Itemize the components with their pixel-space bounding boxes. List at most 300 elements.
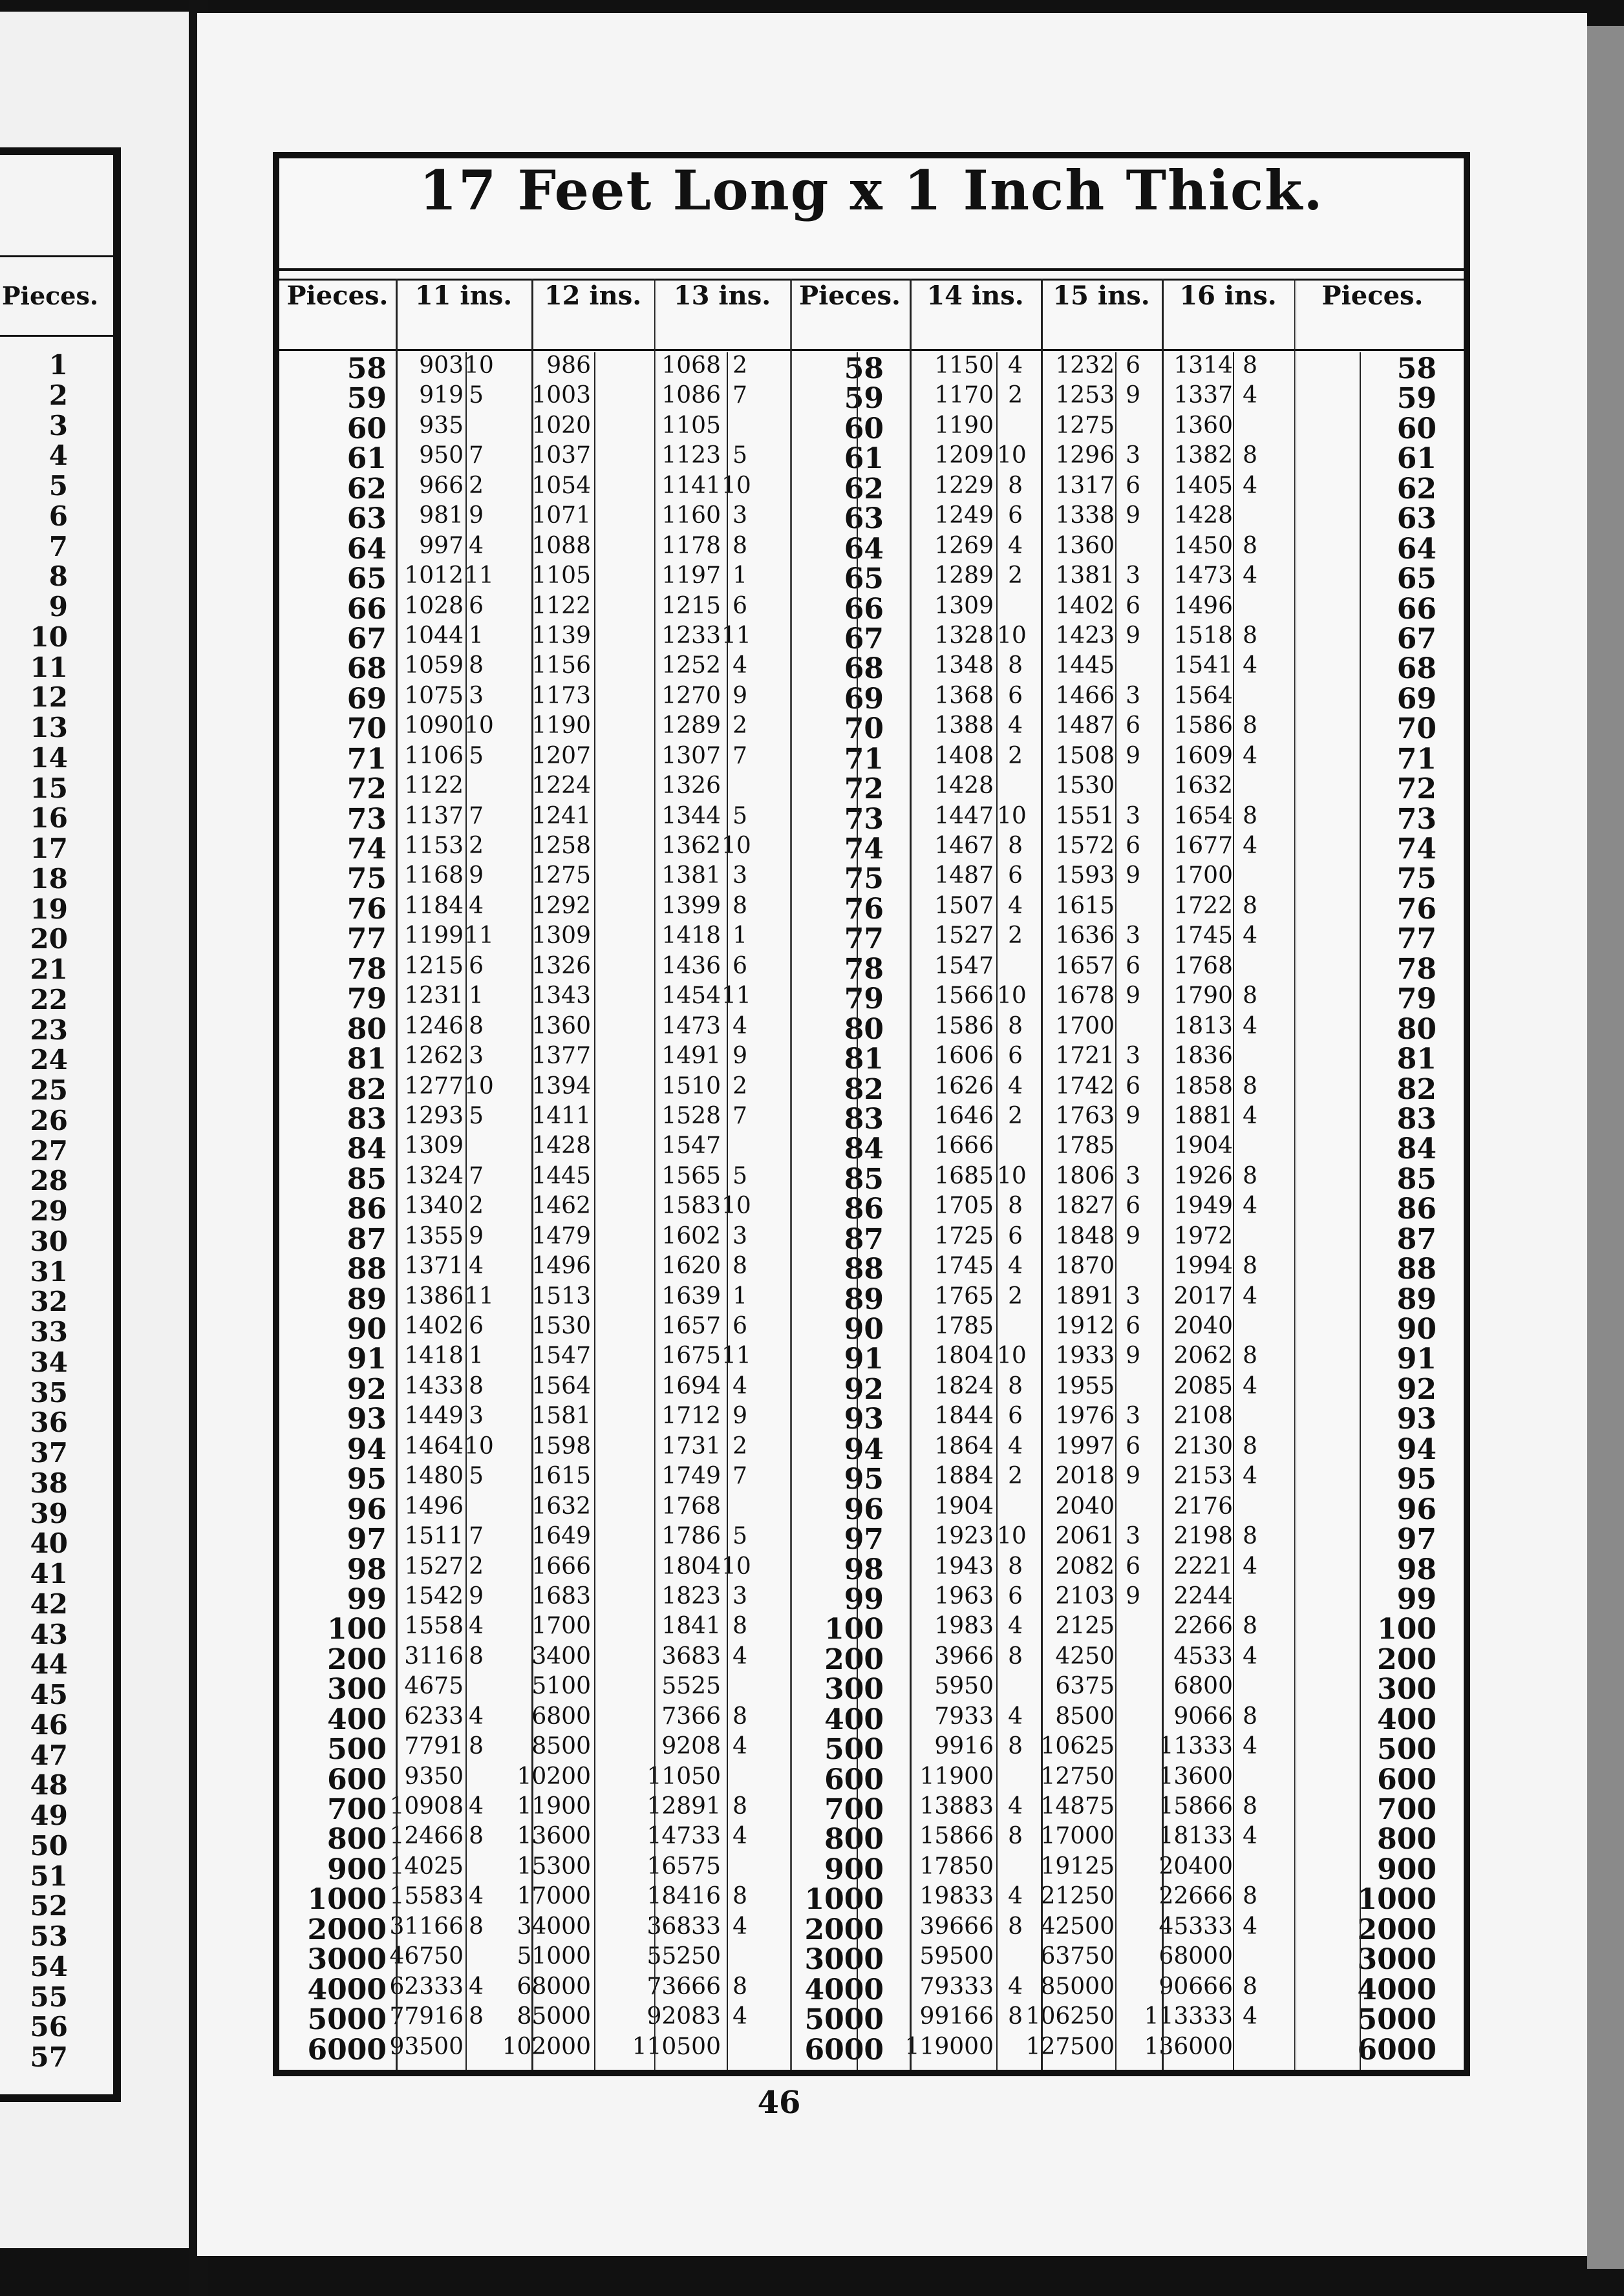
value-16-ins: 1337 xyxy=(1173,382,1233,409)
pieces-left: 900 xyxy=(327,1853,387,1886)
frac-16-ins: 4 xyxy=(1243,1102,1257,1129)
value-15-ins: 127500 xyxy=(1025,2033,1115,2060)
frac-15-ins: 6 xyxy=(1126,952,1140,979)
frac-14-ins: 10 xyxy=(997,442,1027,469)
column-rule xyxy=(910,279,912,2070)
column-rule xyxy=(396,279,398,2070)
value-14-ins: 1904 xyxy=(934,1493,994,1520)
value-12-ins: 1683 xyxy=(531,1582,591,1610)
table-row xyxy=(279,652,1464,686)
frac-13-ins: 5 xyxy=(732,1162,747,1189)
frac-14-ins: 8 xyxy=(1008,1642,1023,1670)
pieces-left: 89 xyxy=(347,1282,387,1316)
frac-11-ins: 4 xyxy=(469,1703,484,1730)
pieces-left: 73 xyxy=(347,802,387,836)
table-row xyxy=(279,1072,1464,1106)
value-15-ins: 1615 xyxy=(1055,892,1115,919)
value-14-ins: 1229 xyxy=(934,472,994,499)
pieces-right: 90 xyxy=(1396,1313,1437,1346)
value-12-ins: 1360 xyxy=(531,1012,591,1039)
table-row xyxy=(279,772,1464,806)
pieces-middle: 400 xyxy=(824,1703,884,1736)
value-13-ins: 14733 xyxy=(646,1823,721,1850)
column-rule xyxy=(790,279,795,2070)
lumber-table xyxy=(273,152,1470,2076)
frac-11-ins: 6 xyxy=(469,1313,484,1339)
frac-11-ins: 10 xyxy=(464,352,494,379)
frac-13-ins: 9 xyxy=(732,682,747,709)
value-14-ins: 1943 xyxy=(934,1553,994,1580)
value-16-ins: 1586 xyxy=(1173,712,1233,739)
value-13-ins: 1768 xyxy=(661,1493,721,1520)
value-14-ins: 1785 xyxy=(934,1313,994,1339)
previous-page-piece-count: 30 xyxy=(30,1225,68,1257)
pieces-middle: 78 xyxy=(844,952,884,986)
previous-page-piece-count: 3 xyxy=(48,409,68,441)
value-11-ins: 1231 xyxy=(404,983,464,1010)
frac-11-ins: 5 xyxy=(469,1102,484,1129)
header-12-ins: 12 ins. xyxy=(544,281,642,311)
previous-page-piece-count: 50 xyxy=(30,1829,68,1862)
value-15-ins: 1338 xyxy=(1055,502,1115,529)
value-14-ins: 1983 xyxy=(934,1613,994,1640)
value-14-ins: 1170 xyxy=(934,382,994,409)
pieces-middle: 59 xyxy=(844,382,884,416)
previous-page-piece-count: 43 xyxy=(30,1618,68,1650)
frac-16-ins xyxy=(1235,683,1257,712)
pieces-right: 4000 xyxy=(1357,1973,1437,2006)
value-13-ins: 12891 xyxy=(646,1793,721,1820)
value-14-ins: 1963 xyxy=(934,1582,994,1610)
pieces-left: 63 xyxy=(347,502,387,536)
frac-11-ins: 4 xyxy=(469,1883,484,1910)
pieces-middle: 77 xyxy=(844,922,884,956)
pieces-middle: 82 xyxy=(844,1072,884,1106)
frac-15-ins: 9 xyxy=(1126,502,1140,529)
previous-page-piece-count: 36 xyxy=(30,1407,68,1439)
value-11-ins: 1558 xyxy=(404,1613,464,1640)
frac-15-ins: 3 xyxy=(1126,1043,1140,1070)
fraction-rule xyxy=(727,352,728,2070)
table-row xyxy=(279,1463,1464,1496)
frac-11-ins: 8 xyxy=(469,652,484,679)
value-12-ins: 1377 xyxy=(531,1043,591,1070)
value-13-ins: 1362 xyxy=(661,833,721,859)
frac-13-ins xyxy=(721,1853,747,1883)
value-13-ins: 1252 xyxy=(661,652,721,679)
value-12-ins: 1547 xyxy=(531,1343,591,1370)
table-row xyxy=(279,502,1464,536)
table-row xyxy=(279,952,1464,986)
value-15-ins: 1785 xyxy=(1055,1132,1115,1160)
pieces-left: 96 xyxy=(347,1493,387,1526)
value-14-ins: 1408 xyxy=(934,742,994,769)
value-16-ins: 1972 xyxy=(1173,1222,1233,1249)
value-15-ins: 42500 xyxy=(1040,1913,1115,1940)
fraction-rule xyxy=(1115,352,1116,2070)
value-15-ins: 21250 xyxy=(1040,1883,1115,1910)
value-13-ins: 7366 xyxy=(661,1703,721,1730)
value-12-ins: 6800 xyxy=(531,1703,591,1730)
value-16-ins: 136000 xyxy=(1144,2033,1233,2060)
value-15-ins: 1721 xyxy=(1055,1043,1115,1070)
frac-15-ins: 3 xyxy=(1126,562,1140,590)
frac-16-ins xyxy=(1235,1043,1257,1072)
frac-11-ins: 9 xyxy=(469,502,484,529)
pieces-right: 300 xyxy=(1377,1673,1437,1706)
pieces-right: 93 xyxy=(1396,1403,1437,1436)
value-11-ins: 1262 xyxy=(404,1043,464,1070)
value-16-ins: 1722 xyxy=(1173,892,1233,919)
frac-13-ins: 5 xyxy=(732,1523,747,1550)
value-13-ins: 1326 xyxy=(661,772,721,800)
value-13-ins: 1123 xyxy=(661,442,721,469)
frac-13-ins: 4 xyxy=(732,1733,747,1760)
value-11-ins: 1044 xyxy=(404,622,464,649)
value-12-ins: 1394 xyxy=(531,1072,591,1100)
table-row xyxy=(279,1793,1464,1826)
value-13-ins: 1418 xyxy=(661,922,721,950)
pieces-right: 85 xyxy=(1396,1162,1437,1196)
pieces-left: 90 xyxy=(347,1313,387,1346)
value-14-ins: 9916 xyxy=(934,1733,994,1760)
value-15-ins: 19125 xyxy=(1040,1853,1115,1880)
value-15-ins: 2082 xyxy=(1055,1553,1115,1580)
value-12-ins: 1190 xyxy=(531,712,591,739)
pieces-left: 93 xyxy=(347,1403,387,1436)
previous-page-piece-count: 4 xyxy=(48,440,68,472)
pieces-left: 400 xyxy=(327,1703,387,1736)
pieces-left: 58 xyxy=(347,352,387,385)
pieces-right: 200 xyxy=(1377,1642,1437,1676)
value-11-ins: 997 xyxy=(419,532,464,559)
value-13-ins: 1786 xyxy=(661,1523,721,1550)
frac-16-ins xyxy=(1235,1403,1257,1432)
value-13-ins: 1289 xyxy=(661,712,721,739)
previous-page-piece-count: 18 xyxy=(30,862,68,895)
pieces-middle: 61 xyxy=(844,442,884,476)
table-row xyxy=(279,1343,1464,1376)
frac-16-ins: 8 xyxy=(1243,1703,1257,1730)
value-13-ins: 1436 xyxy=(661,952,721,979)
frac-13-ins: 9 xyxy=(732,1403,747,1430)
frac-13-ins xyxy=(721,1673,747,1703)
frac-13-ins: 10 xyxy=(721,1553,751,1580)
table-row xyxy=(279,983,1464,1016)
column-rule xyxy=(1041,279,1043,2070)
frac-16-ins: 4 xyxy=(1243,562,1257,590)
frac-13-ins: 3 xyxy=(732,1582,747,1610)
value-16-ins: 15866 xyxy=(1159,1793,1233,1820)
frac-13-ins: 6 xyxy=(732,1313,747,1339)
value-16-ins: 2085 xyxy=(1173,1372,1233,1399)
frac-11-ins: 4 xyxy=(469,892,484,919)
pieces-middle: 84 xyxy=(844,1132,884,1166)
value-15-ins: 85000 xyxy=(1040,1973,1115,2000)
value-13-ins: 1583 xyxy=(661,1193,721,1220)
pieces-left: 79 xyxy=(347,983,387,1016)
frac-16-ins: 8 xyxy=(1243,1072,1257,1100)
pieces-left: 64 xyxy=(347,532,387,566)
table-row xyxy=(279,1582,1464,1616)
pieces-left: 66 xyxy=(347,592,387,626)
value-14-ins: 1467 xyxy=(934,833,994,859)
previous-page-piece-count: 40 xyxy=(30,1527,68,1560)
value-16-ins: 45333 xyxy=(1159,1913,1233,1940)
value-11-ins: 10908 xyxy=(389,1793,464,1820)
pieces-left: 2000 xyxy=(307,1913,387,1946)
value-14-ins: 1566 xyxy=(934,983,994,1010)
pieces-left: 86 xyxy=(347,1193,387,1226)
frac-13-ins: 7 xyxy=(732,1102,747,1129)
pieces-left: 70 xyxy=(347,712,387,746)
table-row xyxy=(279,1432,1464,1466)
frac-14-ins: 2 xyxy=(1008,742,1023,769)
value-15-ins: 14875 xyxy=(1040,1793,1115,1820)
value-11-ins: 1199 xyxy=(404,922,464,950)
value-15-ins: 1572 xyxy=(1055,833,1115,859)
value-16-ins: 1541 xyxy=(1173,652,1233,679)
value-14-ins: 1328 xyxy=(934,622,994,649)
frac-13-ins xyxy=(721,772,747,802)
pieces-right: 65 xyxy=(1396,562,1437,596)
frac-13-ins: 4 xyxy=(732,1372,747,1399)
value-11-ins: 3116 xyxy=(404,1642,464,1670)
pieces-middle: 66 xyxy=(844,592,884,626)
previous-page-piece-count: 32 xyxy=(30,1286,68,1318)
pieces-left: 94 xyxy=(347,1432,387,1466)
value-13-ins: 1491 xyxy=(661,1043,721,1070)
pieces-middle: 700 xyxy=(824,1793,884,1826)
value-11-ins: 1340 xyxy=(404,1193,464,1220)
frac-14-ins: 4 xyxy=(1008,1613,1023,1640)
pieces-right: 99 xyxy=(1396,1582,1437,1616)
value-12-ins: 1598 xyxy=(531,1432,591,1460)
table-row xyxy=(279,532,1464,566)
value-11-ins: 1293 xyxy=(404,1102,464,1129)
value-16-ins: 4533 xyxy=(1173,1642,1233,1670)
previous-page-piece-count: 7 xyxy=(48,530,68,562)
frac-16-ins: 4 xyxy=(1243,833,1257,859)
page-number: 46 xyxy=(757,2085,801,2121)
pieces-middle: 69 xyxy=(844,682,884,716)
value-13-ins: 1602 xyxy=(661,1222,721,1249)
frac-13-ins: 10 xyxy=(721,1193,751,1220)
table-row xyxy=(279,442,1464,476)
pieces-right: 64 xyxy=(1396,532,1437,566)
frac-13-ins: 8 xyxy=(732,1613,747,1640)
pieces-middle: 76 xyxy=(844,892,884,926)
value-15-ins: 1530 xyxy=(1055,772,1115,800)
previous-page-piece-count: 51 xyxy=(30,1860,68,1892)
value-16-ins: 1654 xyxy=(1173,802,1233,829)
value-13-ins: 55250 xyxy=(646,1943,721,1970)
table-row xyxy=(279,2033,1464,2067)
header-13-ins: 13 ins. xyxy=(673,281,771,311)
value-11-ins: 1075 xyxy=(404,682,464,709)
value-14-ins: 39666 xyxy=(919,1913,994,1940)
value-13-ins: 1381 xyxy=(661,862,721,889)
frac-14-ins: 6 xyxy=(1008,682,1023,709)
value-11-ins: 1059 xyxy=(404,652,464,679)
value-16-ins: 2266 xyxy=(1173,1613,1233,1640)
frac-14-ins: 4 xyxy=(1008,1883,1023,1910)
frac-13-ins: 2 xyxy=(732,1432,747,1460)
frac-11-ins: 8 xyxy=(469,1642,484,1670)
value-15-ins: 17000 xyxy=(1040,1823,1115,1850)
value-12-ins: 1581 xyxy=(531,1403,591,1430)
frac-15-ins: 3 xyxy=(1126,1403,1140,1430)
value-16-ins: 2221 xyxy=(1173,1553,1233,1580)
frac-16-ins xyxy=(1235,593,1257,622)
pieces-middle: 73 xyxy=(844,802,884,836)
frac-14-ins: 4 xyxy=(1008,1793,1023,1820)
previous-page-piece-count: 12 xyxy=(30,681,68,714)
value-13-ins: 5525 xyxy=(661,1673,721,1700)
frac-14-ins: 8 xyxy=(1008,1913,1023,1940)
frac-14-ins: 4 xyxy=(1008,1072,1023,1100)
frac-16-ins: 8 xyxy=(1243,1883,1257,1910)
pieces-middle: 4000 xyxy=(804,1973,884,2006)
previous-page-pieces-header: Pieces. xyxy=(0,255,113,337)
table-row xyxy=(279,1403,1464,1436)
value-13-ins: 1215 xyxy=(661,592,721,619)
value-14-ins: 1388 xyxy=(934,712,994,739)
frac-16-ins xyxy=(1235,1132,1257,1162)
value-16-ins: 1382 xyxy=(1173,442,1233,469)
value-15-ins: 1891 xyxy=(1055,1282,1115,1310)
pieces-left: 85 xyxy=(347,1162,387,1196)
frac-16-ins xyxy=(1235,1313,1257,1343)
pieces-left: 78 xyxy=(347,952,387,986)
table-row xyxy=(279,1883,1464,1917)
value-13-ins: 1804 xyxy=(661,1553,721,1580)
frac-14-ins: 2 xyxy=(1008,382,1023,409)
previous-page-piece-count: 11 xyxy=(30,651,68,683)
previous-page-piece-count: 34 xyxy=(30,1346,68,1378)
previous-page-piece-count: 27 xyxy=(30,1134,68,1167)
pieces-middle: 89 xyxy=(844,1282,884,1316)
value-14-ins: 1150 xyxy=(934,352,994,379)
frac-14-ins: 6 xyxy=(1008,502,1023,529)
table-row xyxy=(279,1193,1464,1226)
value-14-ins: 1705 xyxy=(934,1193,994,1220)
pieces-left: 95 xyxy=(347,1463,387,1496)
frac-15-ins: 6 xyxy=(1126,712,1140,739)
table-row xyxy=(279,352,1464,385)
value-12-ins: 1445 xyxy=(531,1162,591,1189)
value-14-ins: 1884 xyxy=(934,1463,994,1490)
pieces-right: 81 xyxy=(1396,1043,1437,1076)
previous-page-piece-count: 33 xyxy=(30,1316,68,1348)
pieces-left: 1000 xyxy=(307,1883,387,1917)
frac-11-ins: 6 xyxy=(469,592,484,619)
value-11-ins: 14025 xyxy=(389,1853,464,1880)
value-12-ins: 1292 xyxy=(531,892,591,919)
value-14-ins: 1547 xyxy=(934,952,994,979)
frac-16-ins: 8 xyxy=(1243,1523,1257,1550)
pieces-middle: 85 xyxy=(844,1162,884,1196)
pieces-middle: 5000 xyxy=(804,2003,884,2037)
value-13-ins: 1694 xyxy=(661,1372,721,1399)
table-row xyxy=(279,1642,1464,1676)
previous-page-piece-count: 13 xyxy=(30,712,68,743)
pieces-left: 300 xyxy=(327,1673,387,1706)
value-13-ins: 1197 xyxy=(661,562,721,590)
pieces-left: 100 xyxy=(327,1613,387,1646)
frac-15-ins: 6 xyxy=(1126,592,1140,619)
table-row xyxy=(279,1613,1464,1646)
value-11-ins: 1402 xyxy=(404,1313,464,1339)
value-16-ins: 2017 xyxy=(1173,1282,1233,1310)
value-14-ins: 19833 xyxy=(919,1883,994,1910)
pieces-middle: 62 xyxy=(844,472,884,505)
value-11-ins: 1449 xyxy=(404,1403,464,1430)
table-row xyxy=(279,1162,1464,1196)
frac-11-ins: 3 xyxy=(469,1043,484,1070)
pieces-right: 3000 xyxy=(1357,1943,1437,1977)
value-12-ins: 1513 xyxy=(531,1282,591,1310)
column-rule xyxy=(654,279,659,2070)
value-11-ins: 1012 xyxy=(404,562,464,590)
value-13-ins: 1086 xyxy=(661,382,721,409)
frac-15-ins: 9 xyxy=(1126,1463,1140,1490)
value-12-ins: 1530 xyxy=(531,1313,591,1339)
frac-15-ins: 9 xyxy=(1126,382,1140,409)
table-row xyxy=(279,1132,1464,1166)
pieces-left: 84 xyxy=(347,1132,387,1166)
table-row xyxy=(279,472,1464,505)
frac-11-ins: 8 xyxy=(469,1913,484,1940)
value-15-ins: 1423 xyxy=(1055,622,1115,649)
frac-15-ins: 6 xyxy=(1126,1432,1140,1460)
pieces-right: 74 xyxy=(1396,833,1437,866)
value-14-ins: 1844 xyxy=(934,1403,994,1430)
previous-page-piece-count: 52 xyxy=(30,1890,68,1922)
pieces-right: 500 xyxy=(1377,1733,1437,1767)
pieces-left: 98 xyxy=(347,1553,387,1586)
frac-16-ins: 4 xyxy=(1243,652,1257,679)
frac-13-ins: 7 xyxy=(732,742,747,769)
value-12-ins: 1241 xyxy=(531,802,591,829)
value-13-ins: 110500 xyxy=(632,2033,721,2060)
frac-14-ins: 6 xyxy=(1008,1403,1023,1430)
value-12-ins: 1632 xyxy=(531,1493,591,1520)
value-15-ins: 1997 xyxy=(1055,1432,1115,1460)
previous-page-piece-count: 48 xyxy=(30,1769,68,1802)
value-14-ins: 1586 xyxy=(934,1012,994,1039)
value-13-ins: 16575 xyxy=(646,1853,721,1880)
previous-page-piece-count: 54 xyxy=(30,1950,68,1982)
frac-15-ins: 3 xyxy=(1126,922,1140,950)
value-11-ins: 1527 xyxy=(404,1553,464,1580)
pieces-right: 79 xyxy=(1396,983,1437,1016)
previous-page-piece-count: 46 xyxy=(30,1708,68,1741)
value-16-ins: 1564 xyxy=(1173,682,1233,709)
table-row xyxy=(279,1703,1464,1736)
frac-14-ins: 4 xyxy=(1008,712,1023,739)
pieces-right: 82 xyxy=(1396,1072,1437,1106)
value-12-ins: 1496 xyxy=(531,1253,591,1280)
pieces-right: 97 xyxy=(1396,1523,1437,1557)
value-13-ins: 1823 xyxy=(661,1582,721,1610)
frac-11-ins: 4 xyxy=(469,1973,484,2000)
pieces-left: 6000 xyxy=(307,2033,387,2067)
value-16-ins: 1790 xyxy=(1173,983,1233,1010)
value-16-ins: 2198 xyxy=(1173,1523,1233,1550)
frac-11-ins: 10 xyxy=(464,1072,494,1100)
pieces-right: 84 xyxy=(1396,1132,1437,1166)
